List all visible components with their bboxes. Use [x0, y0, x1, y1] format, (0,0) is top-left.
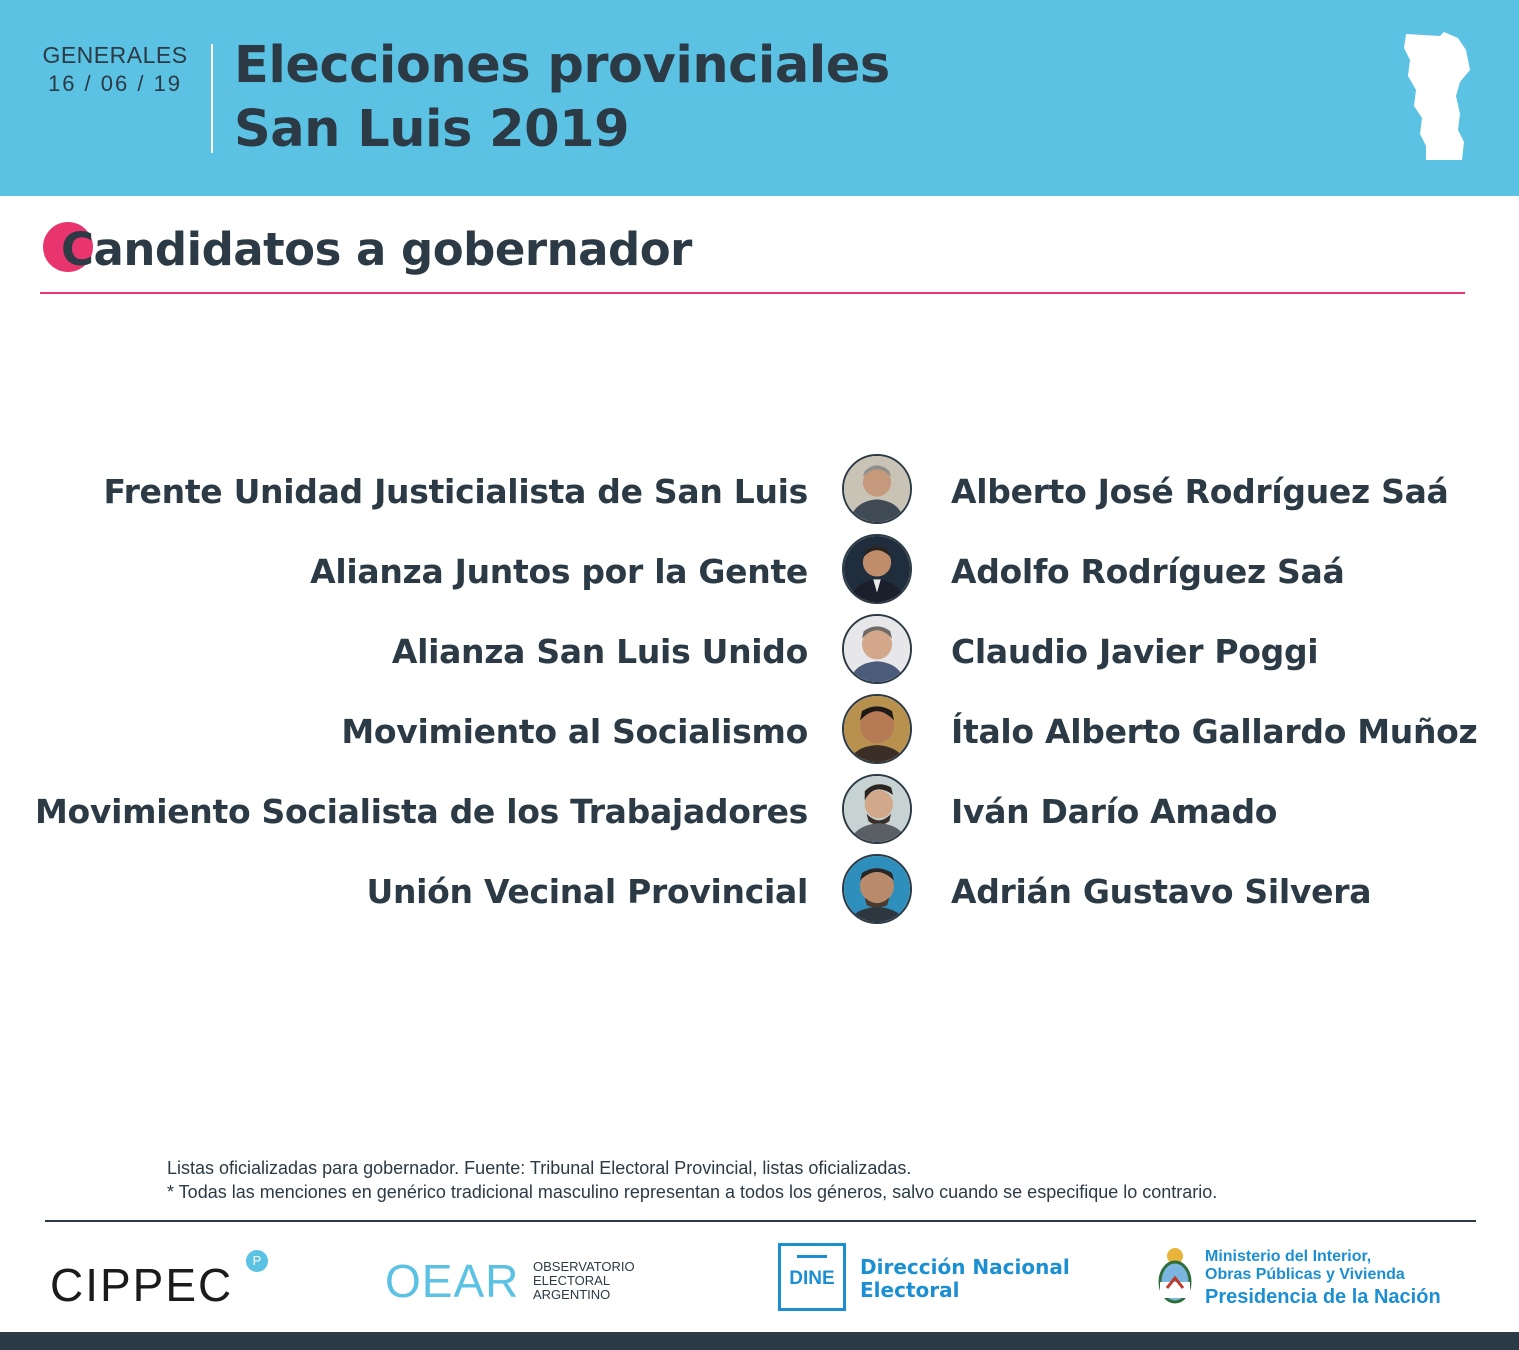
party-name: Unión Vecinal Provincial: [366, 872, 808, 911]
ministerio-line-2: Obras Públicas y Vivienda: [1205, 1266, 1405, 1283]
candidate-photo: [842, 774, 912, 844]
cippec-wordmark: CIPPEC: [50, 1259, 234, 1311]
cippec-badge-icon: P: [246, 1250, 268, 1272]
dine-name: [860, 1256, 1070, 1302]
cippec-logo: [50, 1253, 262, 1312]
election-date-block: [40, 42, 190, 97]
section-title: Candidatos a gobernador: [61, 223, 692, 276]
candidate-name: Adrián Gustavo Silvera: [951, 872, 1372, 911]
candidate-row: [0, 452, 1519, 532]
oear-line-2: ELECTORAL: [533, 1273, 611, 1288]
title-line-1: Elecciones provinciales: [234, 36, 890, 95]
candidates-list: [0, 452, 1519, 932]
candidate-photo: [842, 534, 912, 604]
candidate-row: [0, 852, 1519, 932]
candidate-row: [0, 532, 1519, 612]
oear-line-1: OBSERVATORIO: [533, 1259, 635, 1274]
bottom-bar: [0, 1332, 1519, 1350]
footnotes: [167, 1156, 1217, 1204]
candidate-photo: [842, 454, 912, 524]
presidencia-line: Presidencia de la Nación: [1205, 1286, 1441, 1308]
footer-divider: [45, 1220, 1476, 1222]
oear-line-3: ARGENTINO: [533, 1287, 611, 1302]
oear-wordmark: OEAR: [385, 1255, 520, 1307]
gender-note: * Todas las menciones en genérico tradicional masculino representan a todos los géneros, salvo cuando se especifique lo contrario.: [167, 1182, 1218, 1202]
header-divider: [211, 44, 213, 153]
title-line-2: San Luis 2019: [234, 100, 630, 159]
party-name: Alianza San Luis Unido: [391, 632, 808, 671]
election-date: 16 / 06 / 19: [47, 71, 183, 96]
candidate-row: [0, 692, 1519, 772]
dine-line-1: Dirección Nacional: [860, 1255, 1070, 1279]
page-title: [234, 34, 890, 162]
candidate-row: [0, 612, 1519, 692]
header-banner: [0, 0, 1519, 196]
candidate-row: [0, 772, 1519, 852]
ministerio-logo-text: [1205, 1248, 1441, 1310]
national-coat-of-arms-icon: [1155, 1246, 1195, 1308]
dine-logo-bar: [797, 1255, 827, 1258]
section-divider: [40, 292, 1465, 294]
dine-logo: [778, 1243, 846, 1311]
candidate-name: Adolfo Rodríguez Saá: [951, 552, 1345, 591]
oear-subtitle: [533, 1260, 635, 1302]
candidate-photo: [842, 694, 912, 764]
party-name: Frente Unidad Justicialista de San Luis: [103, 472, 808, 511]
candidate-photo: [842, 614, 912, 684]
election-type-label: GENERALES: [42, 42, 188, 68]
candidate-name: Claudio Javier Poggi: [951, 632, 1319, 671]
ministerio-line-1: Ministerio del Interior,: [1205, 1248, 1372, 1265]
candidate-name: Alberto José Rodríguez Saá: [951, 472, 1449, 511]
party-name: Movimiento Socialista de los Trabajadores: [34, 792, 808, 831]
candidate-name: Iván Darío Amado: [951, 792, 1278, 831]
party-name: Alianza Juntos por la Gente: [310, 552, 808, 591]
party-name: Movimiento al Socialismo: [341, 712, 808, 751]
dine-acronym: DINE: [789, 1268, 835, 1289]
candidate-name: Ítalo Alberto Gallardo Muñoz: [951, 712, 1478, 751]
dine-line-2: Electoral: [860, 1278, 960, 1302]
san-luis-province-map-icon: [1400, 30, 1472, 162]
candidate-photo: [842, 854, 912, 924]
source-note: Listas oficializadas para gobernador. Fuente: Tribunal Electoral Provincial, listas oficializadas.: [167, 1158, 912, 1178]
